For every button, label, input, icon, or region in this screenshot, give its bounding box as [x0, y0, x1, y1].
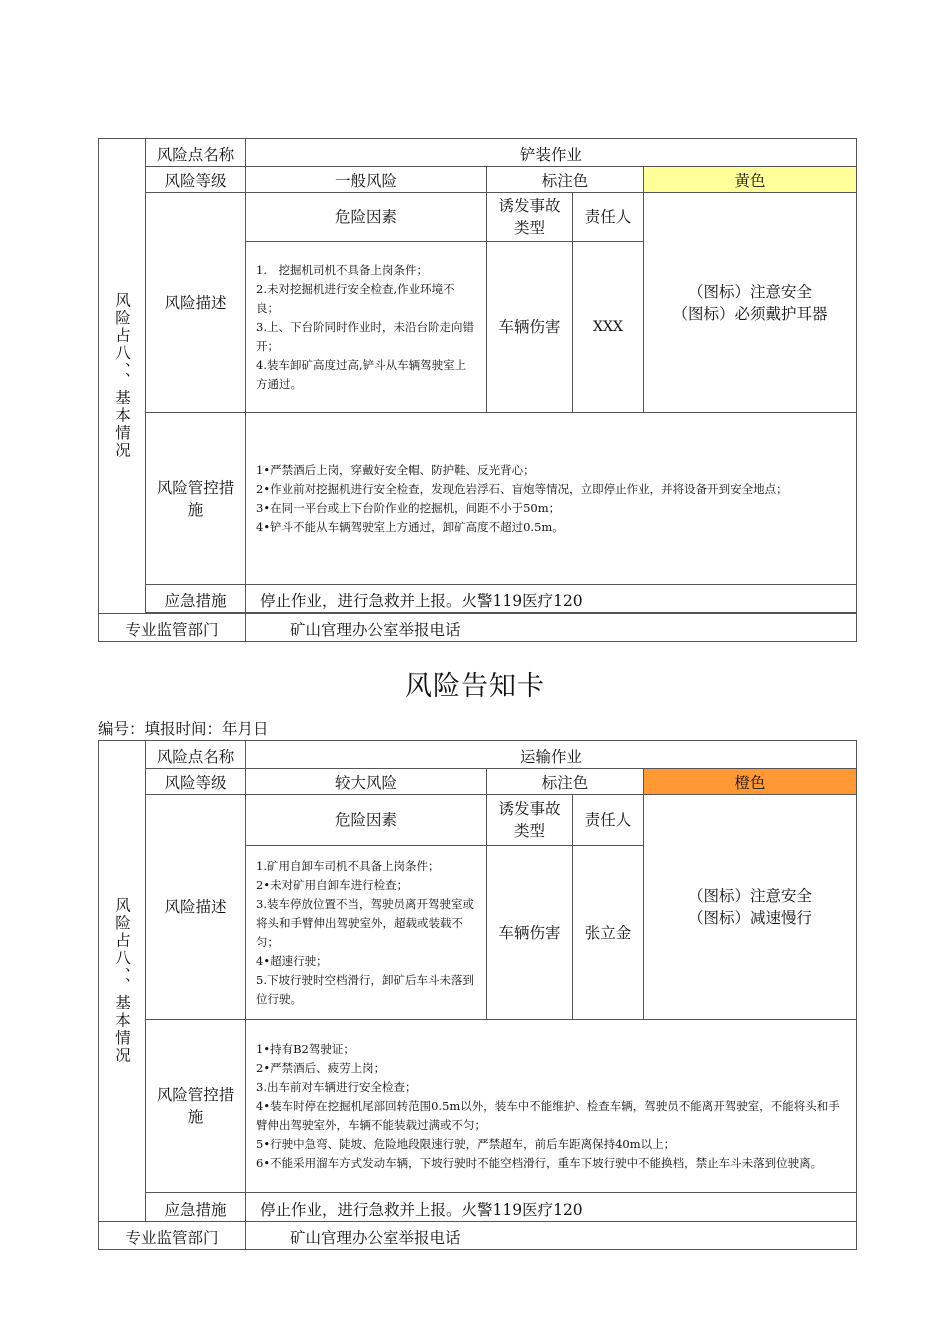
description-item: 5.下坡行驶时空档滑行，卸矿后车斗未落到位行驶。 — [256, 972, 474, 1006]
dept-value: 矿山官理办公室举报电话 — [246, 614, 857, 642]
emergency-value: 停止作业，进行急救并上报。火警119医疗120 — [246, 585, 857, 613]
description-label: 风险描述 — [146, 193, 246, 413]
control-item: 1•严禁酒后上岗，穿戴好安全帽、防护鞋、反光背心； — [256, 462, 535, 477]
description-item: 3.上、下台阶同时作业时，未沿台阶走向错开； — [256, 319, 474, 353]
description-list — [246, 242, 487, 413]
accident-type-label: 诱发事故类型 — [487, 193, 573, 242]
description-item: 2•未对矿用自卸车进行检查； — [256, 877, 409, 892]
control-item: 5•行驶中急弯、陡坡、危险地段限速行驶，严禁超车，前后车距离保持40m以上； — [256, 1136, 676, 1151]
description-item: 4•超速行驶； — [256, 953, 328, 968]
dept-value: 矿山官理办公室举报电话 — [246, 1222, 857, 1250]
safety-signs — [644, 795, 857, 1020]
level-label: 风险等级 — [146, 167, 246, 193]
accident-type-value: 车辆伤害 — [487, 242, 573, 413]
point-name-value: 运输作业 — [246, 741, 857, 769]
emergency-value: 停止作业，进行急救并上报。火警119医疗120 — [246, 1193, 857, 1222]
mark-color-value: 黄色 — [644, 167, 857, 193]
accident-type-value: 车辆伤害 — [487, 846, 573, 1020]
point-name-value: 铲装作业 — [246, 139, 857, 167]
control-item: 3.出车前对车辆进行安全检查； — [256, 1079, 417, 1094]
control-item: 3•在同一平台或上下台阶作业的挖掘机，间距不小于50m； — [256, 500, 561, 515]
description-item: 1.矿用自卸车司机不具备上岗条件； — [256, 858, 440, 873]
control-item: 4•铲斗不能从车辆驾驶室上方通过，卸矿高度不超过0.5m。 — [256, 519, 564, 534]
safety-sign-text: （图标）必须戴护耳器 — [672, 304, 828, 323]
level-value: 较大风险 — [246, 769, 487, 795]
risk-table-2 — [98, 740, 857, 1250]
risk-table-1 — [98, 138, 857, 642]
safety-sign-text: （图标）注意安全 — [688, 887, 813, 905]
control-list — [246, 413, 857, 585]
description-list — [246, 846, 487, 1020]
emergency-label: 应急措施 — [146, 1193, 246, 1222]
responsible-value: XXX — [573, 242, 644, 413]
safety-signs — [644, 193, 857, 413]
document-title: 风险告知卡 — [405, 671, 545, 702]
control-item: 4•装车时停在挖掘机尾部回转范围0.5m以外，装车中不能维护、检查车辆，驾驶员不能离开驾驶室，不能将头和手臂伸出驾驶室外，车辆不能装载过满或不匀； — [256, 1098, 840, 1132]
dept-label: 专业监管部门 — [99, 1222, 246, 1250]
accident-type-label: 诱发事故类型 — [487, 795, 573, 846]
safety-sign-text: （图标）减速慢行 — [688, 909, 813, 927]
control-item: 2•严禁酒后、疲劳上岗； — [256, 1060, 386, 1075]
control-item: 6•不能采用溜车方式发动车辆，下坡行驶时不能空档滑行，重车下坡行驶中不能换档，禁止车斗未落到位驶离。 — [256, 1155, 823, 1170]
side-label: 风险占八、、基本情况 — [99, 139, 146, 614]
safety-sign-text: （图标）注意安全 — [688, 282, 813, 301]
description-label: 风险描述 — [146, 795, 246, 1020]
level-value: 一般风险 — [246, 167, 487, 193]
control-item: 2•作业前对挖掘机进行安全检查，发现危岩浮石、盲炮等情况，立即停止作业，并将设备开到安全地点； — [256, 481, 788, 496]
risk-card-2 — [98, 740, 856, 1250]
side-label: 风险占八、、基本情况 — [99, 741, 146, 1222]
description-item: 3.装车停放位置不当，驾驶员离开驾驶室或将头和手臂伸出驾驶室外，超载或装载不匀； — [256, 896, 474, 949]
meta-line: 编号：填报时间：年月日 — [98, 720, 269, 738]
description-item: 1. 挖掘机司机不具备上岗条件； — [256, 262, 428, 277]
emergency-label: 应急措施 — [146, 585, 246, 613]
mark-color-label: 标注色 — [487, 769, 644, 795]
mark-color-label: 标注色 — [487, 167, 644, 193]
level-label: 风险等级 — [146, 769, 246, 795]
risk-card-1 — [98, 138, 856, 642]
description-item: 2.未对挖掘机进行安全检查,作业环境不良； — [256, 281, 455, 315]
hazard-label: 危险因素 — [246, 795, 487, 846]
responsible-label: 责任人 — [573, 795, 644, 846]
control-item: 1•持有B2驾驶证； — [256, 1041, 355, 1056]
control-list — [246, 1020, 857, 1193]
description-item: 4.装车卸矿高度过高,铲斗从车辆驾驶室上方通过。 — [256, 357, 467, 391]
control-label: 风险管控措施 — [146, 413, 246, 585]
responsible-label: 责任人 — [573, 193, 644, 242]
point-name-label: 风险点名称 — [146, 741, 246, 769]
control-label: 风险管控措施 — [146, 1020, 246, 1193]
responsible-value: 张立金 — [573, 846, 644, 1020]
point-name-label: 风险点名称 — [146, 139, 246, 167]
mark-color-value: 橙色 — [644, 769, 857, 795]
hazard-label: 危险因素 — [246, 193, 487, 242]
dept-label: 专业监管部门 — [99, 614, 246, 642]
